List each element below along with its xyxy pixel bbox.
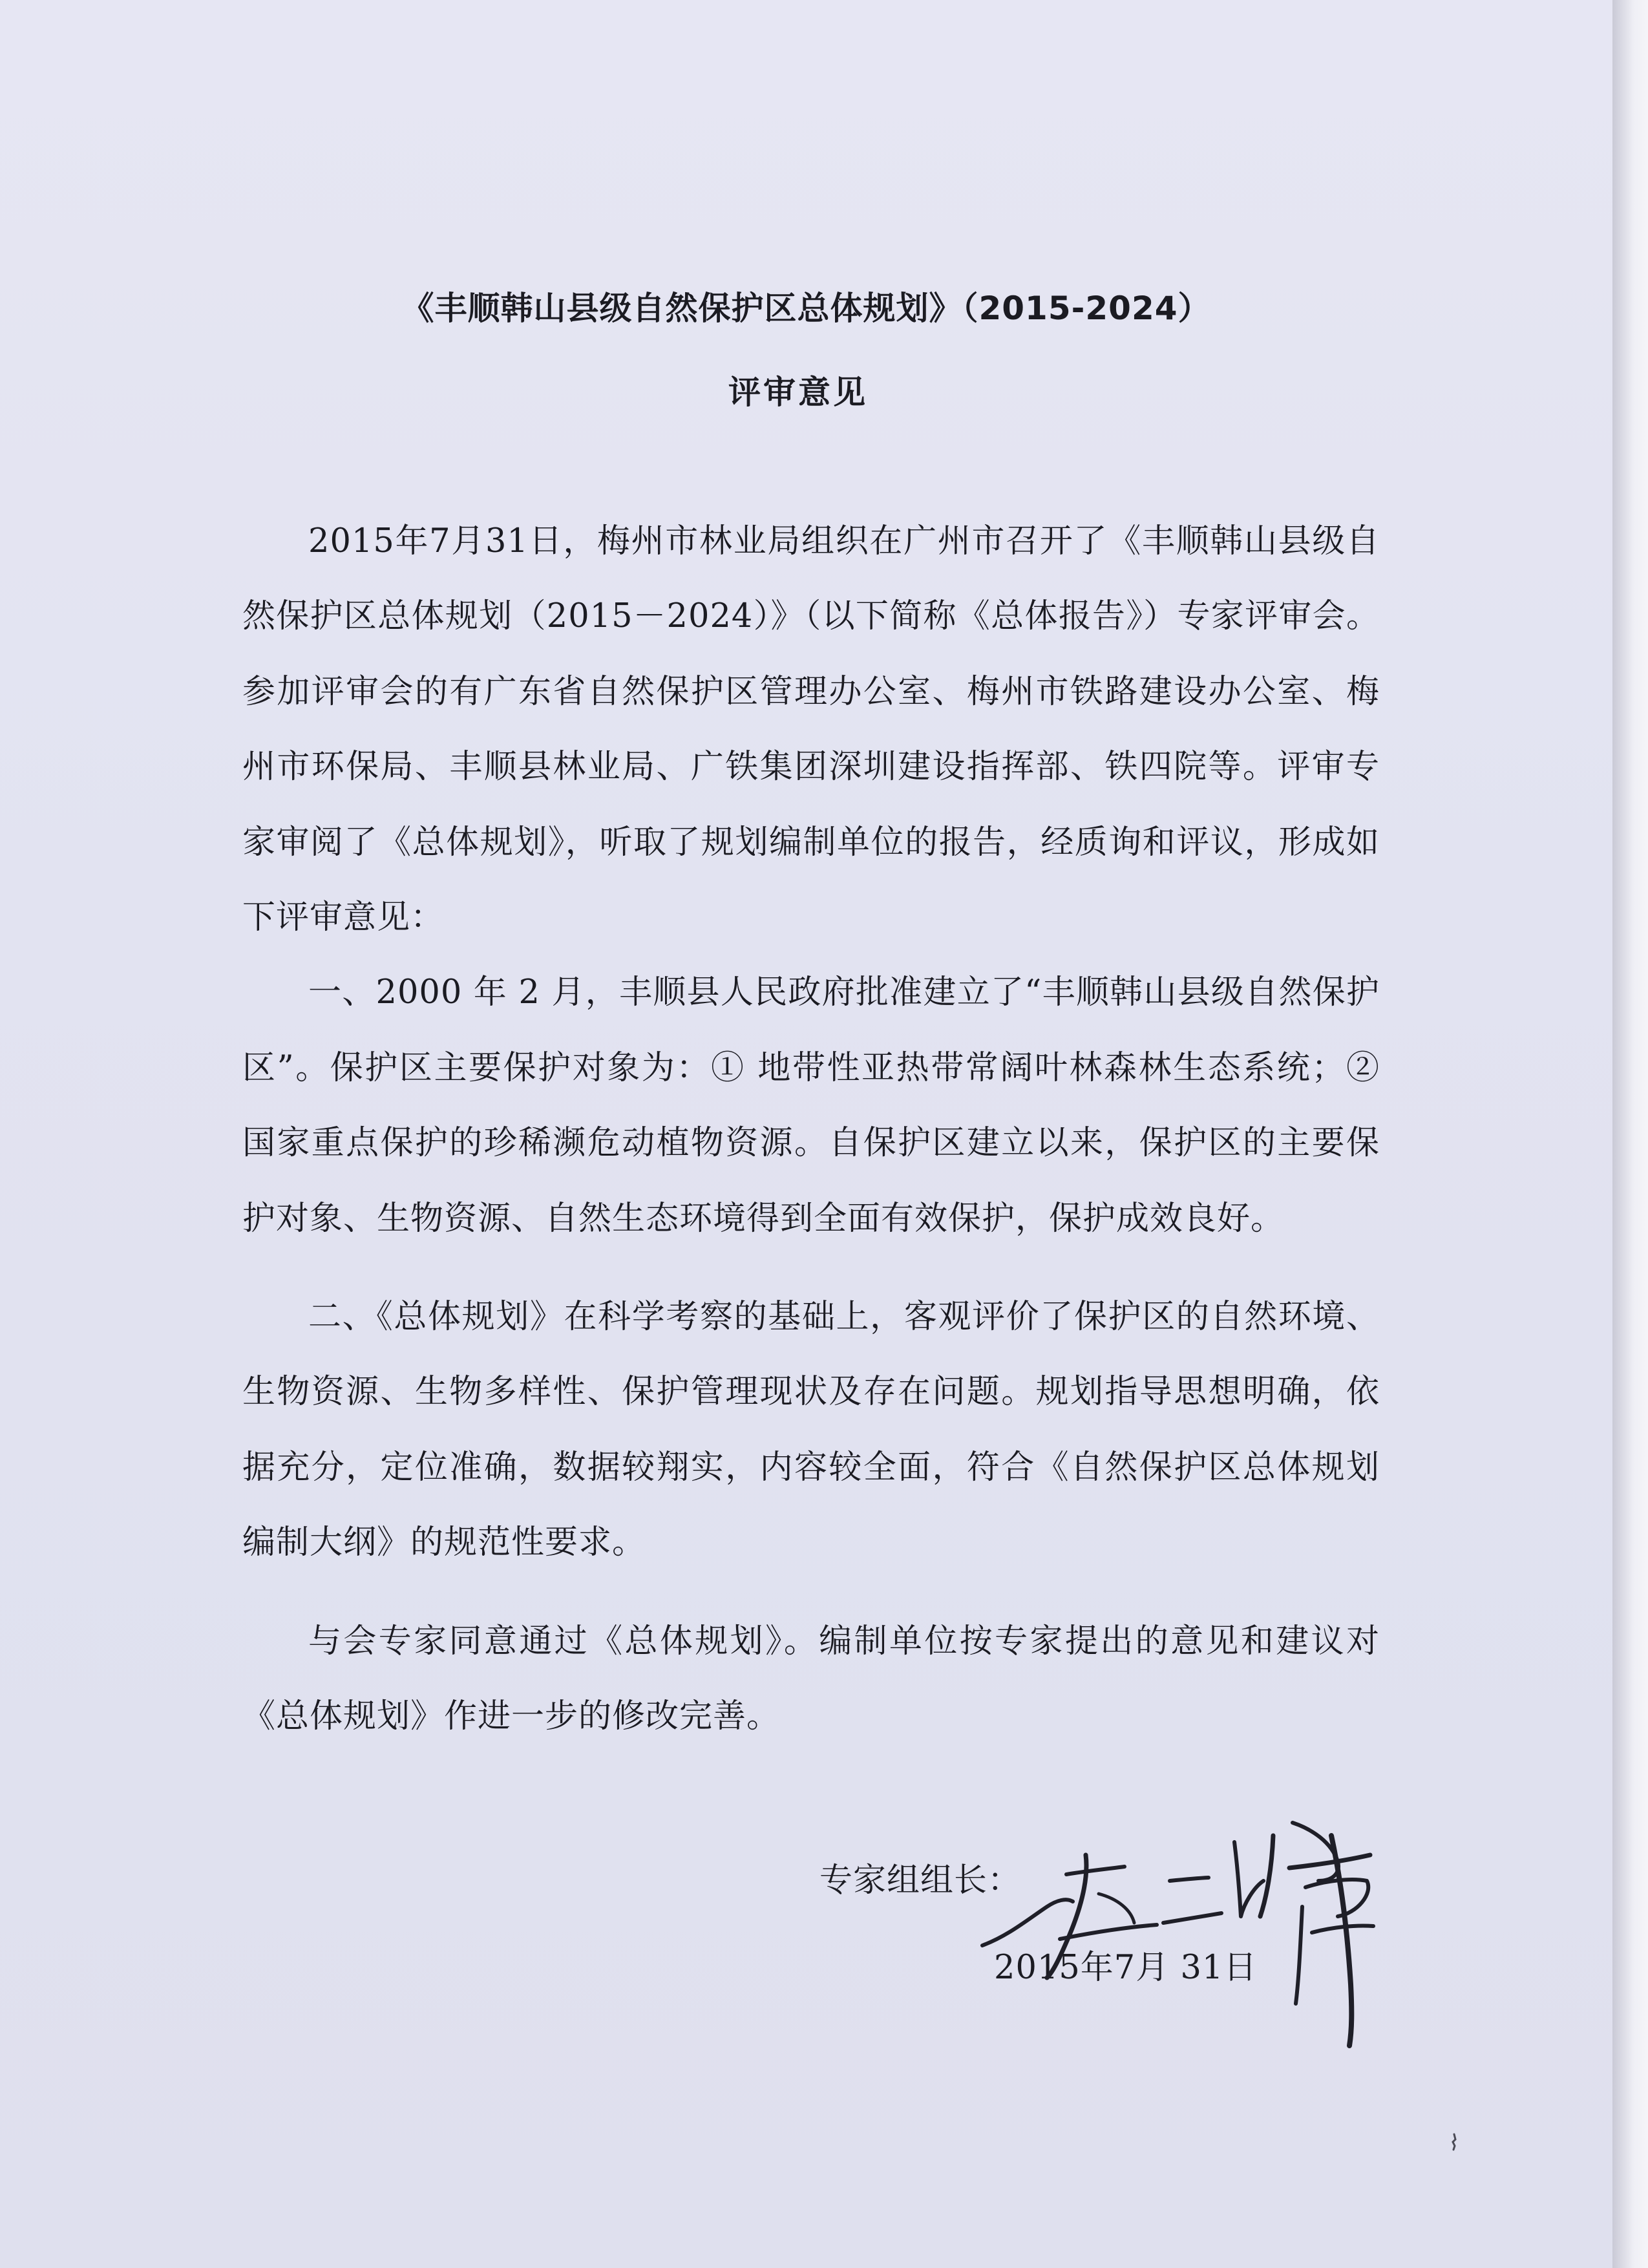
- paragraph-conclusion: 与会专家同意通过《总体规划》。编制单位按专家提出的意见和建议对《总体规划》作进一步的修改完善。: [242, 1622, 1380, 1736]
- paragraph-point-two: 二、《总体规划》在科学考察的基础上，客观评价了保护区的自然环境、生物资源、生物多样性、保护管理现状及存在问题。规划指导思想明确，依据充分，定位准确，数据较翔实，内容较全面，符合《自然保护区总体规划编制大纲》的规范性要求。: [242, 1298, 1380, 1562]
- signer-label: 专家组组长：: [819, 1861, 1022, 1900]
- document-title: 《丰顺韩山县级自然保护区总体规划》（2015-2024）: [401, 290, 1211, 327]
- document-body: [242, 504, 1380, 1755]
- paper-mark-icon: [1448, 2133, 1461, 2151]
- handwritten-signature-icon: [969, 1784, 1389, 2055]
- paragraph-point-one: 一、2000 年 2 月，丰顺县人民政府批准建立了“丰顺韩山县级自然保护区”。保护区主要保护对象为：① 地带性亚热带常阔叶林森林生态系统；② 国家重点保护的珍稀濒危动植物资源。自保护区建立以来，保护区的主要保护对象、生物资源、自然生态环境得到全面有效保护，保护成效良好。: [242, 973, 1380, 1238]
- scan-edge: [1612, 0, 1648, 2268]
- document-subtitle: 评审意见: [728, 374, 868, 411]
- paragraph-intro: 2015年7月31日，梅州市林业局组织在广州市召开了《丰顺韩山县级自然保护区总体规划（2015－2024）》（以下简称《总体报告》）专家评审会。参加评审会的有广东省自然保护区管理办公室、梅州市铁路建设办公室、梅州市环保局、丰顺县林业局、广铁集团深圳建设指挥部、铁四院等。评审专家审阅了《总体规划》，听取了规划编制单位的报告，经质询和评议，形成如下评审意见：: [242, 522, 1380, 937]
- sign-date: 2015年7月 31日: [994, 1949, 1258, 1987]
